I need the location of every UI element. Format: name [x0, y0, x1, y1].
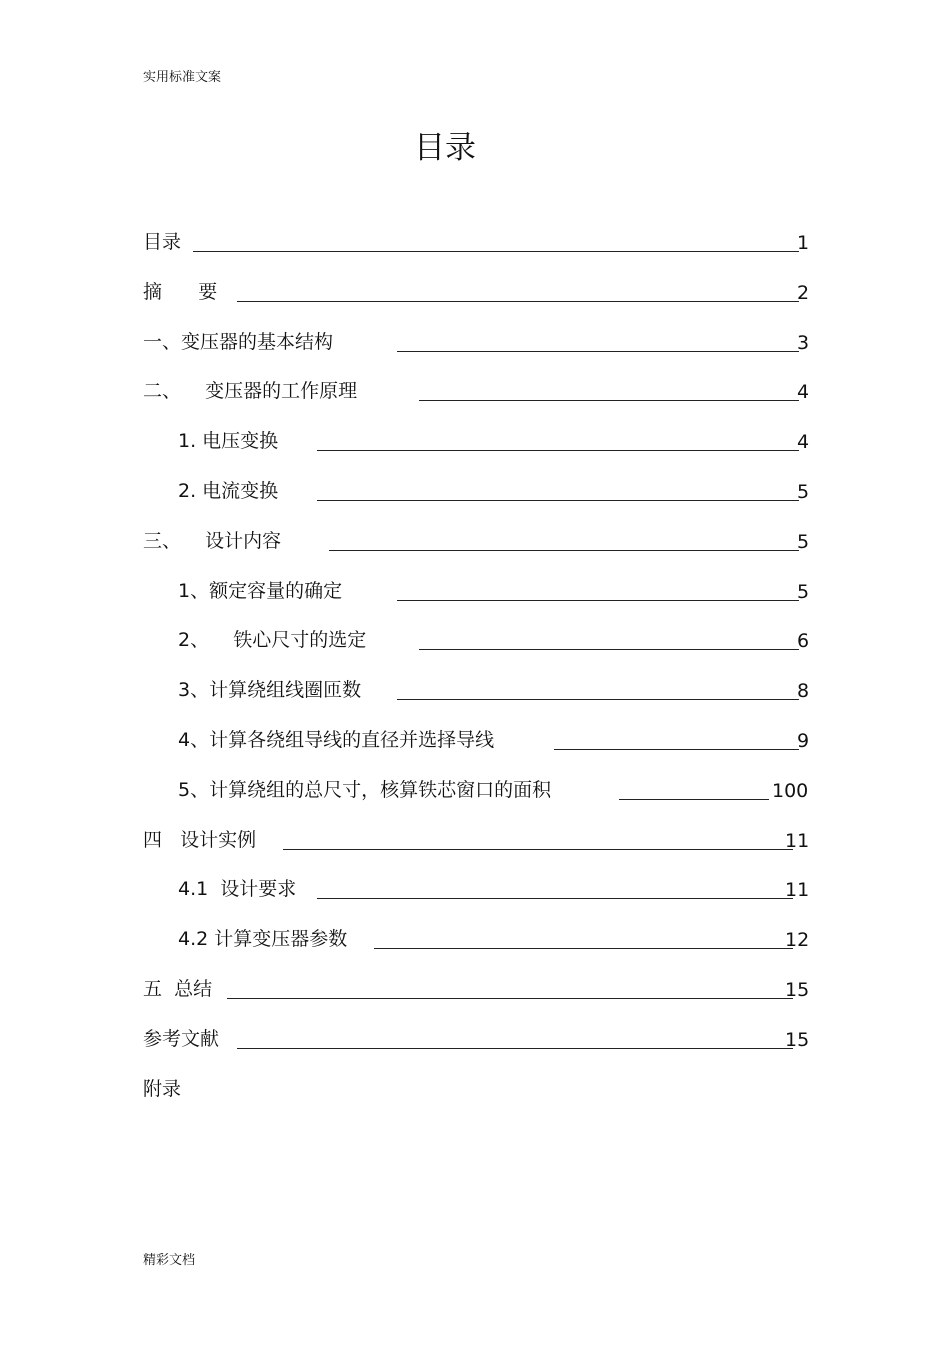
toc-leader-line	[317, 898, 793, 899]
toc-entry-label: 四 设计实例	[143, 829, 257, 851]
toc-entry-page: 1	[797, 232, 810, 254]
toc-entry[interactable]	[178, 428, 808, 456]
toc-leader-line	[329, 550, 799, 551]
page-header-note: 实用标准文案	[143, 70, 222, 85]
toc-entry[interactable]	[178, 926, 808, 954]
toc-entry-label: 1. 电压变换	[178, 430, 279, 452]
toc-entry-page: 11	[785, 830, 810, 852]
toc-entry-label: 4.2 计算变压器参数	[178, 928, 348, 950]
toc-leader-line	[193, 251, 799, 252]
toc-leader-line	[237, 1048, 793, 1049]
toc-leader-line	[237, 301, 799, 302]
toc-entry-label: 五 总结	[143, 978, 213, 1000]
page-title: 目录	[414, 130, 476, 166]
toc-leader-line	[419, 649, 799, 650]
toc-leader-line	[619, 799, 769, 800]
toc-entry-page: 15	[785, 1029, 810, 1051]
toc-entry[interactable]	[143, 528, 808, 556]
toc-entry-page: 15	[785, 979, 810, 1001]
toc-entry[interactable]	[178, 876, 808, 904]
toc-entry-label: 摘 要	[143, 281, 218, 303]
toc-entry-page: 4	[797, 431, 810, 453]
toc-leader-line	[283, 849, 793, 850]
toc-leader-line	[397, 351, 799, 352]
toc-leader-line	[419, 400, 799, 401]
toc-entry-label: 二、 变压器的工作原理	[143, 380, 358, 402]
toc-entry-label: 2、 铁心尺寸的选定	[178, 629, 367, 651]
toc-entry[interactable]	[178, 677, 808, 705]
page-footer-note: 精彩文档	[143, 1253, 196, 1268]
toc-entry-page: 4	[797, 381, 810, 403]
toc-entry-page: 8	[797, 680, 810, 702]
toc-entry-label: 5、计算绕组的总尺寸，核算铁芯窗口的面积	[178, 779, 552, 801]
toc-entry-page: 5	[797, 531, 810, 553]
toc-entry-page: 3	[797, 332, 810, 354]
toc-entry-page: 5	[797, 481, 810, 503]
toc-entry-label: 三、 设计内容	[143, 530, 282, 552]
toc-leader-line	[227, 998, 793, 999]
toc-entry-label: 附录	[143, 1078, 182, 1100]
toc-entry[interactable]	[178, 777, 808, 805]
toc-entry-label: 参考文献	[143, 1028, 220, 1050]
toc-entry-label: 4.1 设计要求	[178, 878, 297, 900]
toc-entry[interactable]	[178, 478, 808, 506]
toc-entry[interactable]	[178, 727, 808, 755]
toc-entry[interactable]	[178, 627, 808, 655]
toc-entry[interactable]	[143, 976, 808, 1004]
toc-entry[interactable]	[143, 329, 808, 357]
toc-entry[interactable]	[143, 1026, 808, 1054]
toc-entry-page: 5	[797, 581, 810, 603]
toc-entry-page: 100	[772, 780, 809, 802]
toc-entry-label: 3、计算绕组线圈匝数	[178, 679, 362, 701]
toc-entry[interactable]	[143, 1076, 808, 1104]
toc-entry-page: 12	[785, 929, 810, 951]
toc-entry[interactable]	[143, 229, 808, 257]
toc-leader-line	[317, 500, 799, 501]
toc-entry[interactable]	[143, 378, 808, 406]
toc-entry-page: 11	[785, 879, 810, 901]
toc-entry-label: 一、变压器的基本结构	[143, 331, 334, 353]
toc-entry[interactable]	[143, 279, 808, 307]
toc-entry-label: 2. 电流变换	[178, 480, 279, 502]
toc-entry-label: 4、计算各绕组导线的直径并选择导线	[178, 729, 495, 751]
toc-entry-label: 1、额定容量的确定	[178, 580, 343, 602]
toc-entry[interactable]	[178, 578, 808, 606]
toc-entry-page: 2	[797, 282, 810, 304]
toc-leader-line	[374, 948, 793, 949]
toc-entry-page: 6	[797, 630, 810, 652]
toc-leader-line	[554, 749, 799, 750]
toc-entry[interactable]	[143, 827, 808, 855]
toc-leader-line	[397, 699, 799, 700]
toc-entry-label: 目录	[143, 231, 182, 253]
toc-entry-page: 9	[797, 730, 810, 752]
toc-leader-line	[317, 450, 799, 451]
toc-leader-line	[397, 600, 799, 601]
